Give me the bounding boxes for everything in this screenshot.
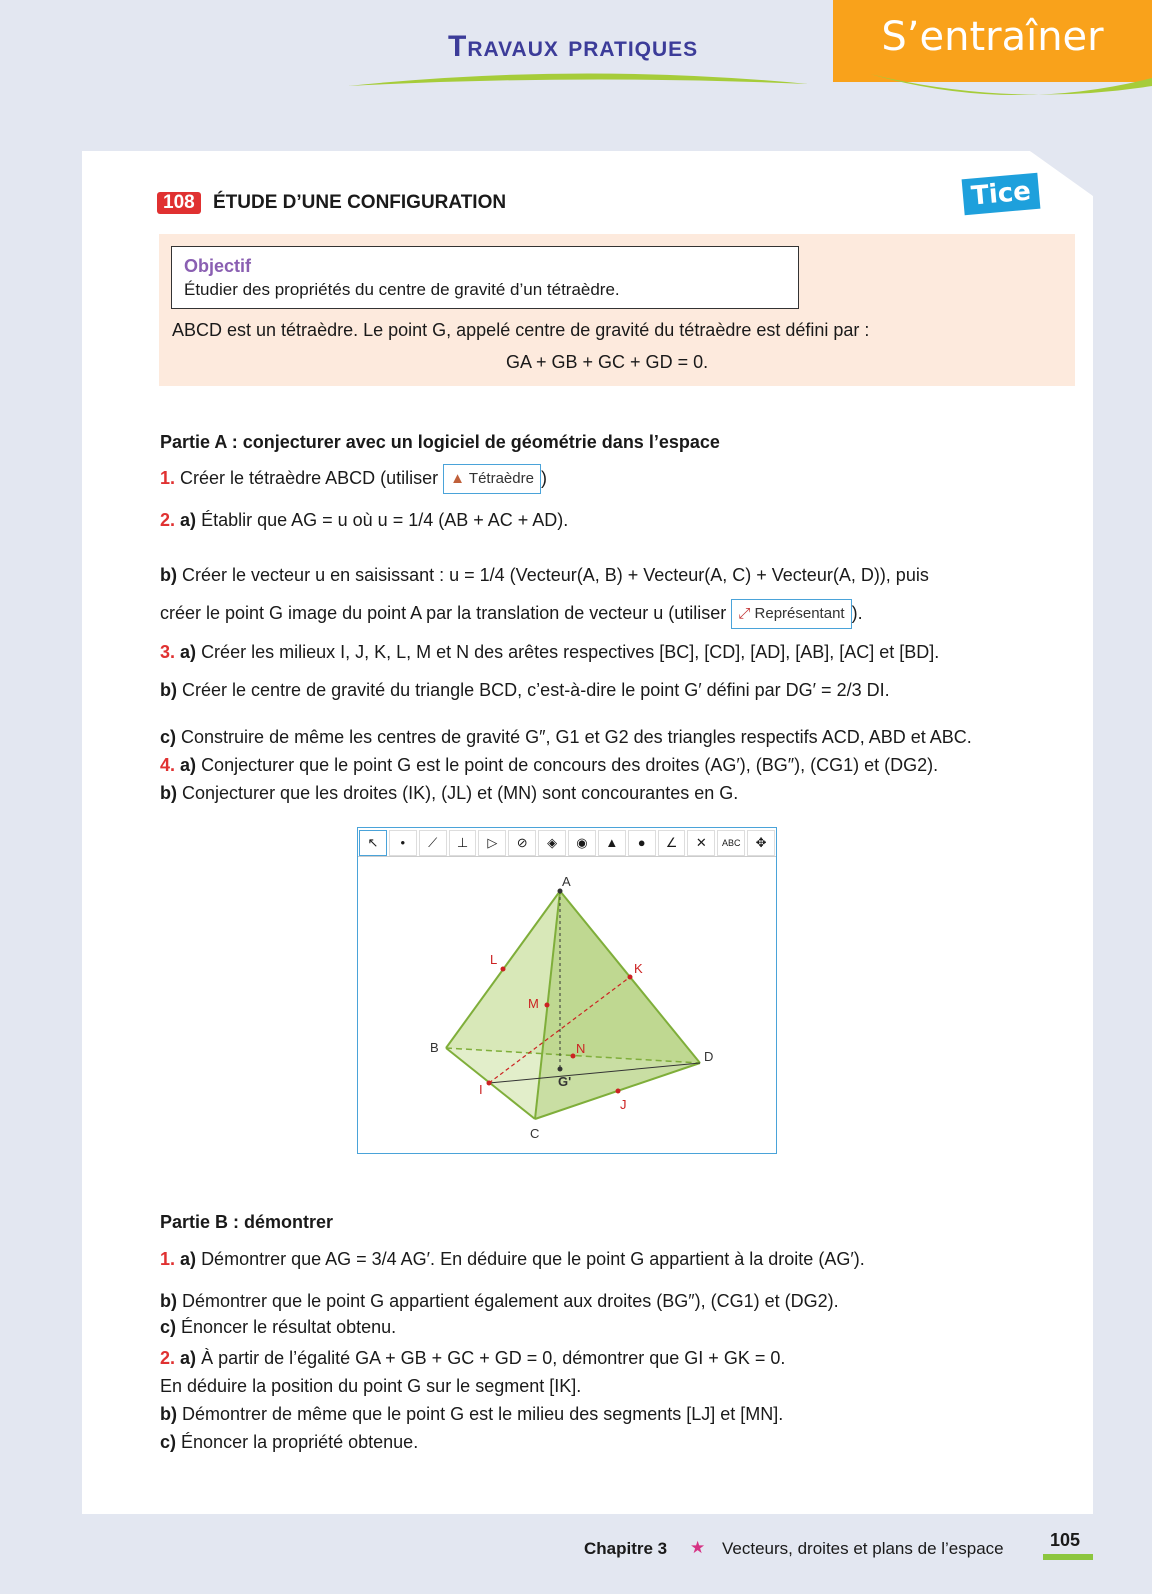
geometry-software-window	[357, 827, 777, 1154]
intro-text: ABCD est un tétraèdre. Le point G, appelé centre de gravité du tétraèdre est défini par :	[172, 320, 870, 340]
q-label: a)	[180, 1249, 197, 1269]
sphere-tool-icon[interactable]: ●	[628, 830, 656, 856]
q-label: c)	[160, 727, 177, 747]
q-label: a)	[180, 1348, 197, 1368]
q-text: Conjecturer que les droites (IK), (JL) et (MN) sont concourantes en G.	[182, 783, 739, 803]
q-text: Démontrer que le point G appartient également aux droites (BG″), (CG1) et (DG2).	[182, 1291, 839, 1311]
label-l: L	[490, 952, 498, 967]
q-text: À partir de l’égalité GA + GB + GC + GD = 0, démontrer que GI + GK = 0.	[201, 1348, 786, 1368]
q-label: b)	[160, 680, 177, 700]
label-m: M	[528, 996, 539, 1011]
label-b: B	[430, 1040, 439, 1055]
tetraedre-tool-button[interactable]	[443, 464, 541, 494]
partB-q2a-line2: En déduire la position du point G sur le segment [IK].	[160, 1376, 582, 1396]
point-a	[558, 889, 563, 894]
q-text-end: ).	[851, 602, 863, 623]
label-a: A	[562, 874, 571, 889]
partB-heading: Partie B : démontrer	[160, 1212, 334, 1232]
partB-q2c	[160, 1430, 418, 1454]
q-text: créer le point G image du point A par la translation de vecteur u (utiliser	[160, 602, 727, 623]
partA-q3c	[160, 725, 972, 749]
q-label: a)	[180, 510, 197, 530]
q-text: Énoncer le résultat obtenu.	[181, 1317, 397, 1337]
q-label: c)	[160, 1317, 177, 1337]
partA-q2a	[160, 508, 568, 532]
label-d: D	[704, 1049, 714, 1064]
partA-q2b-line2	[160, 599, 863, 629]
label-j: J	[620, 1097, 627, 1112]
angle-tool-icon[interactable]: ∠	[658, 830, 686, 856]
point-j	[616, 1089, 621, 1094]
q-text: Créer le centre de gravité du triangle BCD, c’est-à-dire le point G′ défini par DG′ = 2/3 DI.	[182, 680, 890, 700]
point-l	[501, 967, 506, 972]
label-i: I	[479, 1082, 483, 1097]
tetrahedron-icon: ▲	[450, 470, 465, 487]
pyramid-tool-icon[interactable]: ▲	[598, 830, 626, 856]
objective-label: Objectif	[184, 256, 252, 276]
label-n: N	[576, 1041, 586, 1056]
q-number: 2.	[160, 510, 176, 530]
partB-q1b	[160, 1289, 839, 1313]
q-label: c)	[160, 1432, 177, 1452]
q-number: 4.	[160, 755, 176, 775]
q-number: 3.	[160, 642, 176, 662]
move-tool-icon[interactable]: ↖	[359, 830, 387, 856]
representant-tool-button[interactable]	[731, 599, 851, 629]
q-label: b)	[160, 565, 177, 585]
partA-q2b	[160, 563, 929, 587]
polygon-tool-icon[interactable]: ▷	[478, 830, 506, 856]
q-label: b)	[160, 783, 177, 803]
page-number-underline	[1043, 1554, 1093, 1560]
partA-q3a	[160, 640, 939, 664]
tetrahedron-figure	[358, 856, 776, 1153]
footer-chapter: Chapitre 3	[584, 1539, 668, 1558]
q-text: Créer le tétraèdre ABCD (utiliser	[180, 467, 439, 488]
q-text: Énoncer la propriété obtenue.	[181, 1432, 419, 1452]
circle-axis-tool-icon[interactable]: ⊘	[508, 830, 536, 856]
q-text: Construire de même les centres de gravité G″, G1 et G2 des triangles respectifs ACD, ABD et ABC.	[181, 727, 972, 747]
point-n	[571, 1054, 576, 1059]
line-tool-icon[interactable]: ⟋	[419, 830, 447, 856]
q-number: 1.	[160, 467, 176, 488]
q-text: Créer le vecteur u en saisissant : u = 1/4 (Vecteur(A, B) + Vecteur(A, C) + Vecteur(A, D)), puis	[182, 565, 929, 585]
label-c: C	[530, 1126, 540, 1141]
point-i	[487, 1081, 492, 1086]
reflect-tool-icon[interactable]: ✕	[687, 830, 715, 856]
partA-q3b	[160, 678, 890, 702]
q-text-end: )	[540, 467, 547, 488]
q-number: 2.	[160, 1348, 176, 1368]
q-text: Conjecturer que le point G est le point de concours des droites (AG′), (BG″), (CG1) et (DG2).	[201, 755, 939, 775]
exercise-number: 108	[157, 192, 201, 214]
q-label: a)	[180, 755, 197, 775]
q-number: 1.	[160, 1249, 176, 1269]
label-k: K	[634, 961, 643, 976]
tab-label: S’entraîner	[881, 14, 1104, 60]
vector-icon: ⤢	[738, 605, 751, 622]
page-number: 105	[1050, 1530, 1081, 1550]
partA-q4a	[160, 753, 938, 777]
partA-q4b	[160, 781, 738, 805]
point-g-prime	[558, 1067, 563, 1072]
header-swoosh-decoration	[348, 68, 808, 90]
geometry-toolbar	[358, 828, 776, 857]
intersect-tool-icon[interactable]: ◉	[568, 830, 596, 856]
perpendicular-tool-icon[interactable]: ⊥	[449, 830, 477, 856]
point-tool-icon[interactable]: •	[389, 830, 417, 856]
partB-q2a	[160, 1346, 785, 1370]
partB-q2b	[160, 1402, 783, 1426]
label-g-prime: G'	[558, 1074, 572, 1089]
point-k	[628, 975, 633, 980]
point-m	[545, 1003, 550, 1008]
intro-formula: GA + GB + GC + GD = 0.	[506, 352, 709, 372]
tab-swoosh-decoration	[870, 64, 1152, 104]
q-text: Établir que AG = u où u = 1/4 (AB + AC + AD).	[201, 510, 569, 530]
star-icon: ★	[690, 1538, 706, 1557]
q-text: Créer les milieux I, J, K, L, M et N des arêtes respectives [BC], [CD], [AD], [AB], [AC] et [BD].	[201, 642, 940, 662]
tice-badge: Tice	[962, 173, 1041, 215]
move-view-tool-icon[interactable]: ✥	[747, 830, 775, 856]
objective-text: Étudier des propriétés du centre de gravité d’un tétraèdre.	[184, 280, 620, 299]
q-label: b)	[160, 1404, 177, 1424]
q-text: Démontrer que AG = 3/4 AG′. En déduire que le point G appartient à la droite (AG′).	[201, 1249, 865, 1269]
text-tool[interactable]: ABC	[717, 830, 745, 856]
exercise-title: ÉTUDE D’UNE CONFIGURATION	[213, 192, 507, 213]
section-title: Travaux pratiques	[448, 30, 699, 63]
tool-label: Tétraèdre	[468, 470, 534, 487]
partB-q1c	[160, 1315, 396, 1339]
tool-label: Représentant	[754, 605, 845, 622]
q-label: b)	[160, 1291, 177, 1311]
q-text: Démontrer de même que le point G est le milieu des segments [LJ] et [MN].	[182, 1404, 784, 1424]
plane-tool-icon[interactable]: ◈	[538, 830, 566, 856]
partB-q1a	[160, 1247, 865, 1271]
partA-heading: Partie A : conjecturer avec un logiciel de géométrie dans l’espace	[160, 432, 720, 452]
footer-chapter-title: Vecteurs, droites et plans de l’espace	[722, 1539, 1004, 1558]
partA-q1	[160, 464, 547, 494]
q-label: a)	[180, 642, 197, 662]
